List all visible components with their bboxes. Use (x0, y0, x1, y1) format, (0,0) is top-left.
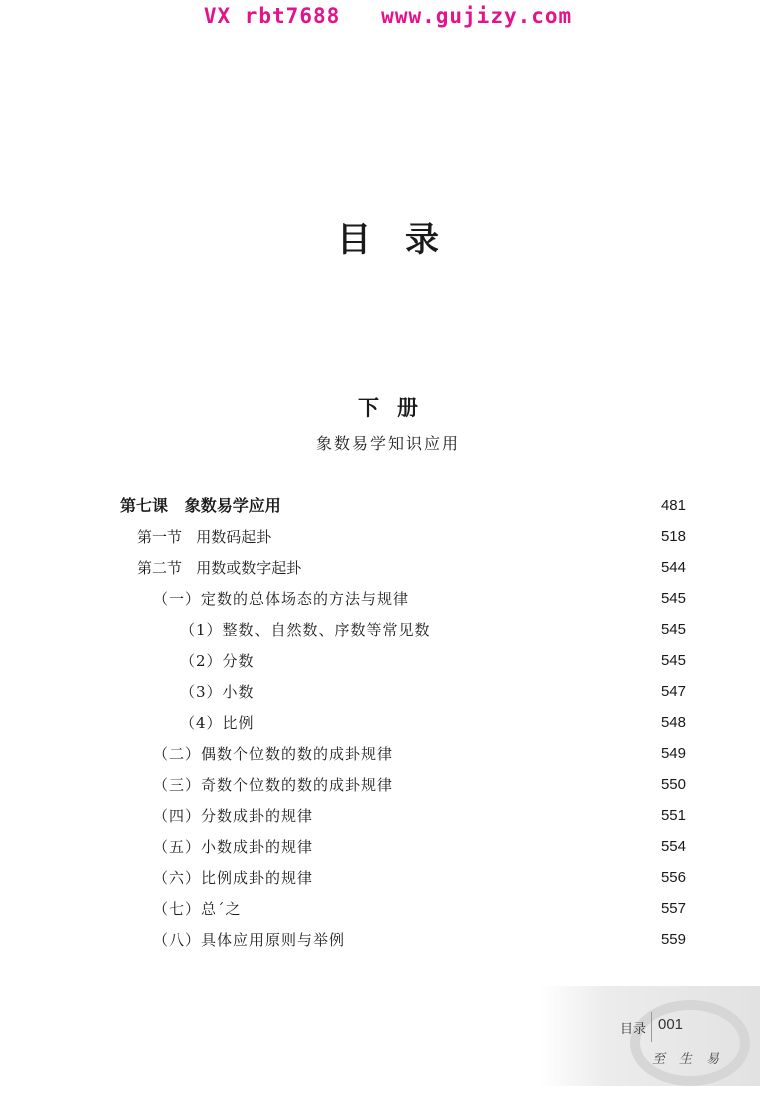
toc-entry-page: 550 (660, 776, 686, 793)
toc-entry-label: （4）比例 (180, 714, 255, 732)
toc-leader-dots (277, 525, 655, 549)
volume-title: 下册 (358, 396, 436, 420)
toc-leader-dots (307, 556, 655, 580)
toc-leader-dots (399, 773, 655, 797)
footer-section-label: 目录 (620, 1022, 647, 1037)
toc-entry (153, 835, 686, 859)
toc-entry (153, 866, 686, 890)
toc-leader-dots (248, 897, 655, 921)
toc-entry-page: 557 (660, 900, 686, 917)
toc-entry (153, 773, 686, 797)
toc-entry-page: 547 (660, 683, 686, 700)
toc-entry-label: （1）整数、自然数、序数等常见数 (180, 621, 431, 639)
toc-entry-page: 548 (660, 714, 686, 731)
toc-entry-label: 第一节 用数码起卦 (137, 528, 272, 546)
toc-entry (153, 804, 686, 828)
toc-leader-dots (319, 866, 655, 890)
toc-entry (153, 928, 686, 952)
toc-entry-label: （七）总´之 (153, 900, 242, 918)
toc-entry-page: 559 (660, 931, 686, 948)
toc-entry-label: （六）比例成卦的规律 (153, 869, 314, 887)
toc-entry (153, 897, 686, 921)
toc-entry-page: 551 (660, 807, 686, 824)
toc-entry (137, 525, 686, 549)
toc-entry-label: （二）偶数个位数的数的成卦规律 (153, 745, 394, 763)
toc-entry (137, 556, 686, 580)
toc-entry-page: 544 (660, 559, 686, 576)
toc-entry-page: 549 (660, 745, 686, 762)
toc-entry-page: 545 (660, 590, 686, 607)
yin-yang-emblem-icon (630, 1000, 750, 1086)
toc-leader-dots (261, 680, 655, 704)
page-footer (540, 986, 760, 1086)
toc-leader-dots (319, 835, 655, 859)
volume-subtitle: 象数易学知识应用 (315, 434, 460, 453)
toc-entry (180, 711, 686, 735)
toc-entry (153, 742, 686, 766)
toc-entry (180, 618, 686, 642)
toc-leader-dots (437, 618, 655, 642)
toc-entry (120, 494, 686, 518)
toc-entry-page: 545 (660, 621, 686, 638)
toc-entry-label: （一）定数的总体场态的方法与规律 (153, 590, 410, 608)
toc-leader-dots (399, 742, 655, 766)
toc-entry-label: （四）分数成卦的规律 (153, 807, 314, 825)
watermark-text: VX rbt7688 www.gujizy.com (203, 4, 573, 28)
footer-logo-text: 至生易 (652, 1052, 734, 1067)
toc-leader-dots (261, 711, 655, 735)
footer-divider (651, 1012, 652, 1042)
toc-entry-label: （八）具体应用原则与举例 (153, 931, 346, 949)
toc-entry-page: 545 (660, 652, 686, 669)
toc-entry (180, 649, 686, 673)
footer-page-number: 001 (658, 1016, 684, 1033)
toc-entry (153, 587, 686, 611)
toc-entry-page: 518 (660, 528, 686, 545)
toc-entry-label: （三）奇数个位数的数的成卦规律 (153, 776, 394, 794)
toc-leader-dots (415, 587, 655, 611)
toc-entry-label: 第七课 象数易学应用 (120, 496, 281, 515)
toc-entry-label: （五）小数成卦的规律 (153, 838, 314, 856)
toc-entry-label: 第二节 用数或数字起卦 (137, 559, 302, 577)
toc-leader-dots (351, 928, 655, 952)
toc-entry-label: （2）分数 (180, 652, 255, 670)
toc-entry-page: 554 (660, 838, 686, 855)
page-title: 目录 (337, 220, 473, 260)
toc-entry (180, 680, 686, 704)
toc-entry-page: 481 (660, 497, 686, 514)
toc-entry-label: （3）小数 (180, 683, 255, 701)
toc-leader-dots (287, 494, 655, 518)
toc-leader-dots (261, 649, 655, 673)
toc-entry-page: 556 (660, 869, 686, 886)
toc-leader-dots (319, 804, 655, 828)
